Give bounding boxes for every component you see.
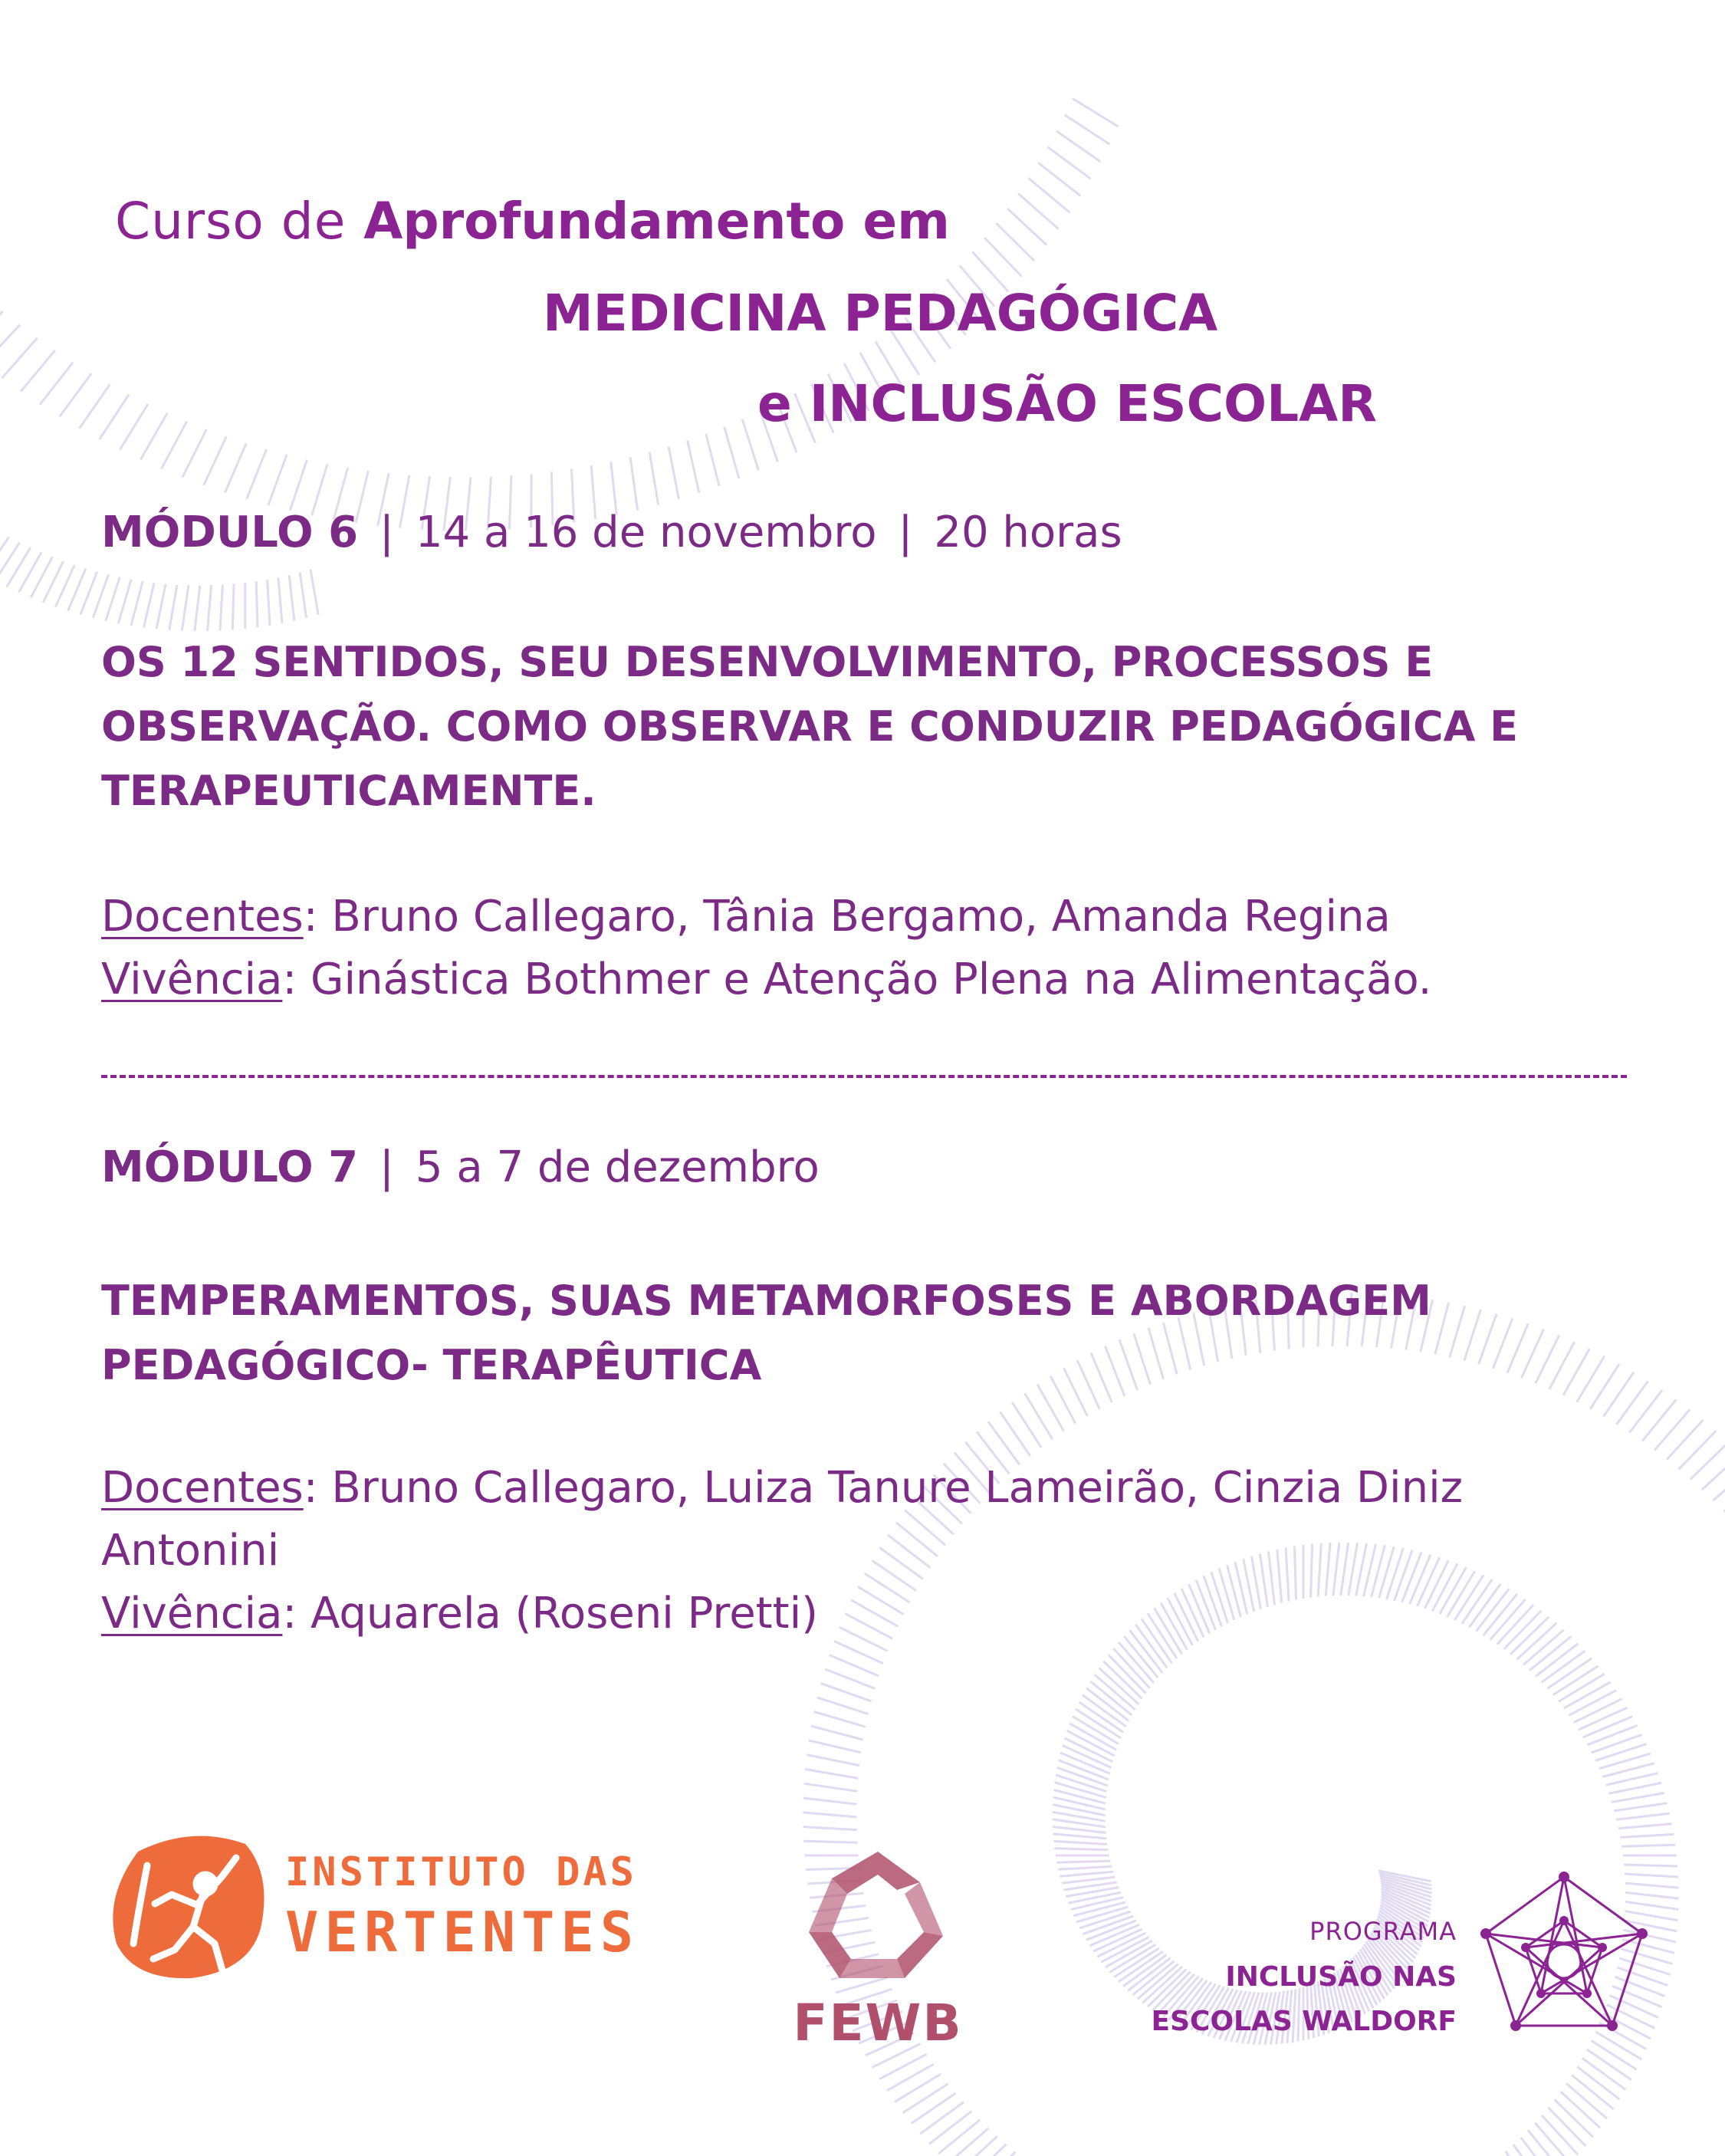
fewb-pentagon-icon	[790, 1848, 966, 1986]
module7-vivencia	[101, 1582, 1596, 1645]
course-title-line2: MEDICINA PEDAGÓGICA	[543, 284, 1218, 343]
fewb-wordmark: FEWB	[793, 1993, 963, 2052]
course-title-line3: e INCLUSÃO ESCOLAR	[757, 374, 1378, 433]
programa-wordmark	[1152, 1917, 1457, 2044]
module6-hours: 20 horas	[934, 508, 1122, 557]
instituto-wordmark	[285, 1842, 639, 1962]
module6-vivencia-label: Vivência	[101, 955, 283, 1004]
module6-separator: |	[380, 508, 394, 557]
instituto-das-vertentes-logo	[107, 1829, 640, 1982]
module7-topic: TEMPERAMENTOS, SUAS METAMORFOSES E ABORDAGEM PEDAGÓGICO- TERAPÊUTICA	[101, 1277, 1431, 1389]
fewb-logo	[790, 1848, 966, 2052]
module7-vivencia-label: Vivência	[101, 1589, 283, 1638]
module7-vivencia-text: : Aquarela (Roseni Pretti)	[282, 1589, 818, 1638]
programa-line2: ESCOLAS WALDORF	[1151, 2006, 1457, 2037]
module7-label: MÓDULO 7	[101, 1142, 359, 1192]
module7-header	[101, 1142, 820, 1192]
instituto-figure-icon	[107, 1829, 276, 1982]
module6-docentes-label: Docentes	[101, 892, 304, 942]
module6-people	[101, 886, 1596, 1011]
module7-docentes-label: Docentes	[101, 1463, 304, 1513]
module7-people	[101, 1457, 1596, 1645]
instituto-line2: VERTENTES	[285, 1900, 640, 1964]
module7-separator: |	[380, 1142, 394, 1192]
instituto-line1: INSTITUTO DAS	[285, 1849, 637, 1895]
module7-docentes-names: : Bruno Callegaro, Luiza Tanure Lameirão, Cinzia Diniz Antonini	[101, 1463, 1464, 1576]
module6-topic: OS 12 SENTIDOS, SEU DESENVOLVIMENTO, PROCESSOS E OBSERVAÇÃO. COMO OBSERVAR E CONDUZIR PEDAGÓGICA E TERAPEUTICAMENTE.	[101, 638, 1519, 815]
module6-label: MÓDULO 6	[101, 508, 359, 557]
course-title-emphasis: Aprofundamento em	[363, 192, 950, 251]
module6-docentes-names: : Bruno Callegaro, Tânia Bergamo, Amanda Regina	[303, 892, 1391, 942]
course-title-prefix: Curso de	[115, 192, 347, 251]
module6-vivencia	[101, 948, 1596, 1011]
programa-inclusao-logo	[1151, 1863, 1656, 2047]
network-pentagon-icon	[1472, 1863, 1656, 2047]
programa-line1: INCLUSÃO NAS	[1225, 1961, 1457, 1993]
programa-label: PROGRAMA	[1309, 1917, 1457, 1946]
module6-dates: 14 a 16 de novembro	[415, 508, 877, 557]
module6-docentes	[101, 886, 1596, 948]
module7-dates: 5 a 7 de dezembro	[415, 1142, 820, 1192]
module6-header	[101, 508, 1122, 557]
module6-vivencia-text: : Ginástica Bothmer e Atenção Plena na Alimentação.	[282, 955, 1432, 1004]
dashed-divider	[101, 1075, 1627, 1078]
module6-separator-2: |	[898, 508, 913, 557]
module7-docentes	[101, 1457, 1596, 1582]
course-title-line1	[115, 192, 950, 251]
